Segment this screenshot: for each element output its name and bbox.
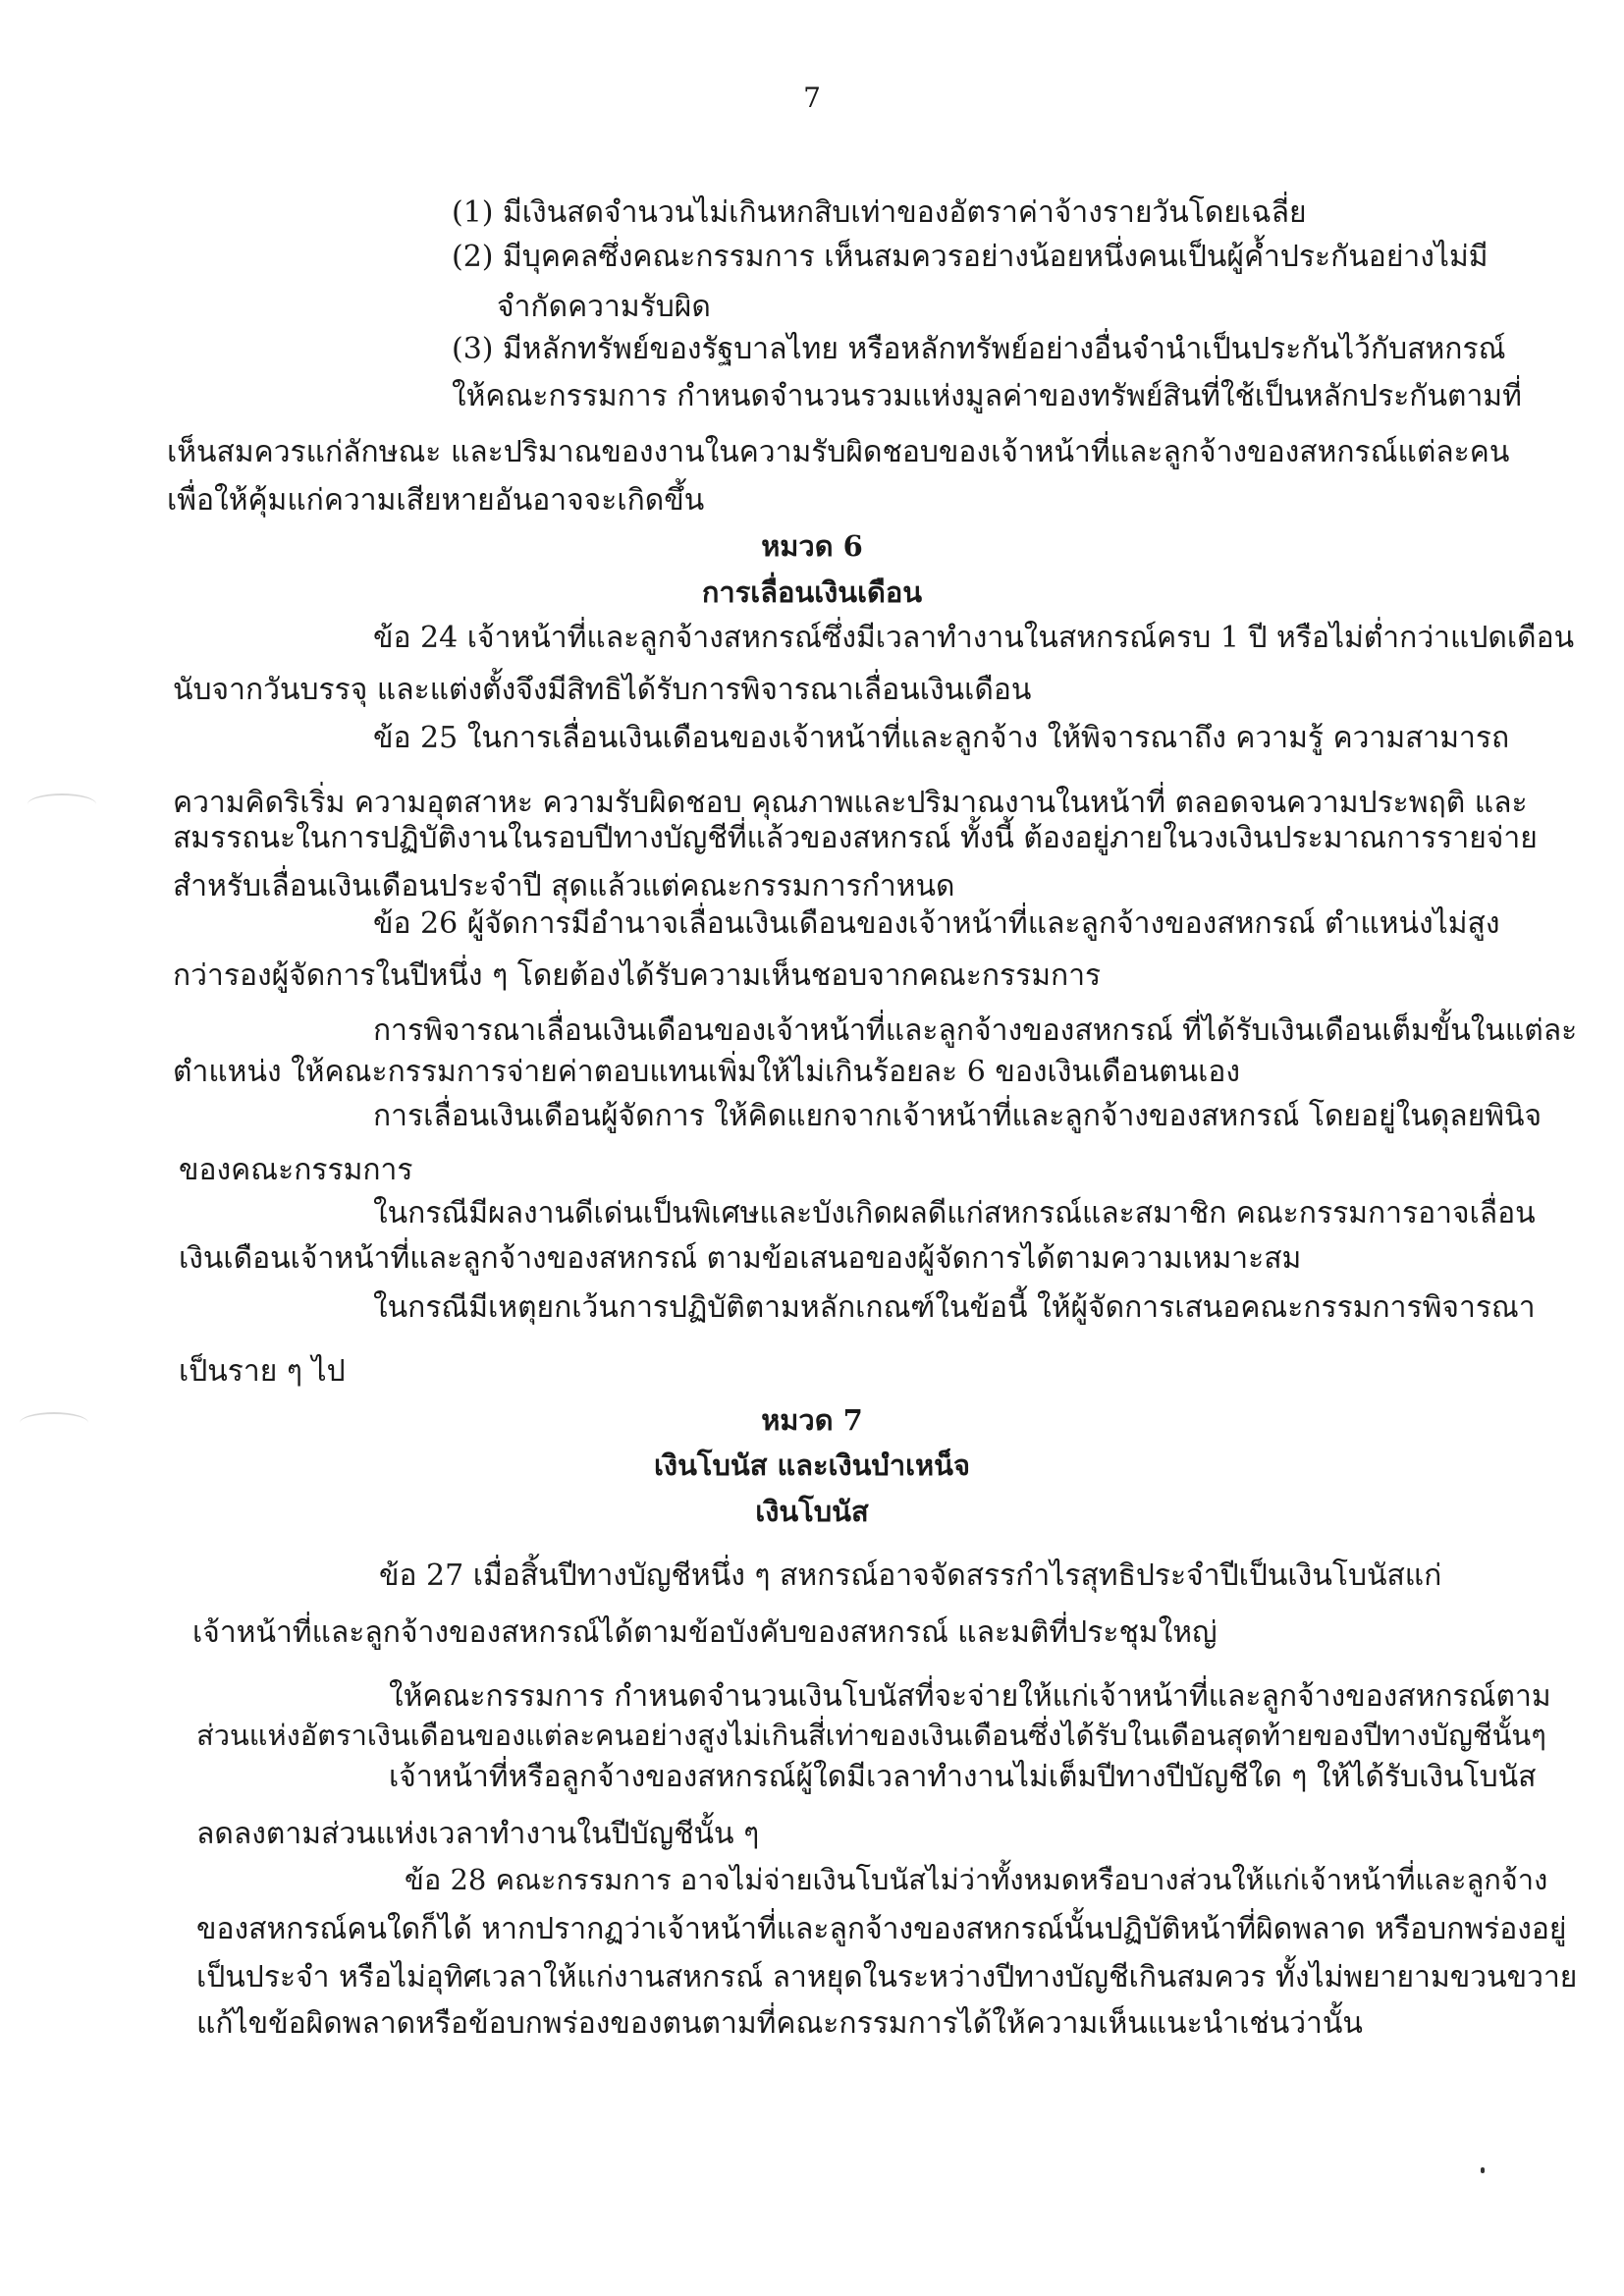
text-line: ในกรณีมีเหตุยกเว้นการปฏิบัติตามหลักเกณฑ์ในข้อนี้ ให้ผู้จัดการเสนอคณะกรรมการพิจารณา xyxy=(373,1290,1536,1325)
text-line: ข้อ 24 เจ้าหน้าที่และลูกจ้างสหกรณ์ซึ่งมีเวลาทำงานในสหกรณ์ครบ 1 ปี หรือไม่ต่ำกว่าแปดเดือน xyxy=(373,621,1575,655)
text-line: ให้คณะกรรมการ กำหนดจำนวนเงินโบนัสที่จะจ่ายให้แก่เจ้าหน้าที่และลูกจ้างของสหกรณ์ตาม xyxy=(389,1679,1551,1714)
text-line: การเลื่อนเงินเดือนผู้จัดการ ให้คิดแยกจากเจ้าหน้าที่และลูกจ้างของสหกรณ์ โดยอยู่ในดุลยพินิจ xyxy=(373,1099,1543,1133)
text-line: (1) มีเงินสดจำนวนไม่เกินหกสิบเท่าของอัตราค่าจ้างรายวันโดยเฉลี่ย xyxy=(452,195,1307,230)
text-line: เป็นราย ๆ ไป xyxy=(179,1354,346,1389)
chapter-heading: หมวด 6 xyxy=(761,529,863,563)
text-line: จำกัดความรับผิด xyxy=(497,290,711,324)
text-line: ให้คณะกรรมการ กำหนดจำนวนรวมแห่งมูลค่าของทรัพย์สินที่ใช้เป็นหลักประกันตามที่ xyxy=(452,379,1522,413)
text-line: (2) มีบุคคลซึ่งคณะกรรมการ เห็นสมควรอย่างน้อยหนึ่งคนเป็นผู้ค้ำประกันอย่างไม่มี xyxy=(452,240,1489,274)
text-line: ข้อ 28 คณะกรรมการ อาจไม่จ่ายเงินโบนัสไม่ว่าทั้งหมดหรือบางส่วนให้แก่เจ้าหน้าที่และลูกจ้าง xyxy=(405,1863,1548,1896)
text-line: นับจากวันบรรจุ และแต่งตั้งจึงมีสิทธิได้รับการพิจารณาเลื่อนเงินเดือน xyxy=(173,673,1032,707)
text-line: ข้อ 26 ผู้จัดการมีอำนาจเลื่อนเงินเดือนของเจ้าหน้าที่และลูกจ้างของสหกรณ์ ตำแหน่งไม่สูง xyxy=(373,906,1500,941)
text-line: เห็นสมควรแก่ลักษณะ และปริมาณของงานในความรับผิดชอบของเจ้าหน้าที่และลูกจ้างของสหกรณ์แต่ละคน xyxy=(167,435,1510,469)
chapter-heading: หมวด 7 xyxy=(761,1403,863,1437)
text-line: (3) มีหลักทรัพย์ของรัฐบาลไทย หรือหลักทรัพย์อย่างอื่นจำนำเป็นประกันไว้กับสหกรณ์ xyxy=(452,332,1506,366)
text-line: ข้อ 27 เมื่อสิ้นปีทางบัญชีหนึ่ง ๆ สหกรณ์อาจจัดสรรกำไรสุทธิประจำปีเป็นเงินโบนัสแก่ xyxy=(379,1558,1442,1593)
scan-mark xyxy=(27,793,96,815)
text-line: ในกรณีมีผลงานดีเด่นเป็นพิเศษและบังเกิดผลดีแก่สหกรณ์และสมาชิก คณะกรรมการอาจเลื่อน xyxy=(373,1196,1536,1230)
section-title: เงินโบนัส xyxy=(755,1495,869,1528)
text-line: ส่วนแห่งอัตราเงินเดือนของแต่ละคนอย่างสูงไม่เกินสี่เท่าของเงินเดือนซึ่งได้รับในเดือนสุดท้ายของปีทางบัญชีนั้นๆ xyxy=(196,1719,1546,1752)
scan-mark xyxy=(20,1412,88,1434)
text-line: ของคณะกรรมการ xyxy=(179,1153,413,1187)
text-line: ของสหกรณ์คนใดก็ได้ หากปรากฏว่าเจ้าหน้าที่และลูกจ้างของสหกรณ์นั้นปฏิบัติหน้าที่ผิดพลาด หรือบกพร่องอยู่ xyxy=(196,1912,1567,1946)
text-line: สำหรับเลื่อนเงินเดือนประจำปี สุดแล้วแต่คณะกรรมการกำหนด xyxy=(173,869,955,903)
text-line: เจ้าหน้าที่และลูกจ้างของสหกรณ์ได้ตามข้อบังคับของสหกรณ์ และมติที่ประชุมใหญ่ xyxy=(192,1615,1218,1650)
text-line: เป็นประจำ หรือไม่อุทิศเวลาให้แก่งานสหกรณ์ ลาหยุดในระหว่างปีทางบัญชีเกินสมควร ทั้งไม่พยายามขวนขวาย xyxy=(196,1960,1578,1995)
page-number: 7 xyxy=(803,82,821,114)
scan-speck xyxy=(1481,2167,1485,2173)
text-line: กว่ารองผู้จัดการในปีหนึ่ง ๆ โดยต้องได้รับความเห็นชอบจากคณะกรรมการ xyxy=(173,958,1102,993)
text-line: การพิจารณาเลื่อนเงินเดือนของเจ้าหน้าที่และลูกจ้างของสหกรณ์ ที่ได้รับเงินเดือนเต็มขั้นในแต่ละ xyxy=(373,1013,1578,1048)
text-line: ลดลงตามส่วนแห่งเวลาทำงานในปีบัญชีนั้น ๆ xyxy=(196,1817,760,1851)
text-line: เพื่อให้คุ้มแก่ความเสียหายอันอาจจะเกิดขึ้น xyxy=(167,483,705,518)
chapter-title: เงินโบนัส และเงินบำเหน็จ xyxy=(654,1449,970,1482)
text-line: เจ้าหน้าที่หรือลูกจ้างของสหกรณ์ผู้ใดมีเวลาทำงานไม่เต็มปีทางปีบัญชีใด ๆ ให้ได้รับเงินโบนัส xyxy=(389,1760,1537,1794)
chapter-title: การเลื่อนเงินเดือน xyxy=(701,575,923,609)
text-line: แก้ไขข้อผิดพลาดหรือข้อบกพร่องของตนตามที่คณะกรรมการได้ให้ความเห็นแนะนำเช่นว่านั้น xyxy=(196,2006,1363,2041)
text-line: ความคิดริเริ่ม ความอุตสาหะ ความรับผิดชอบ คุณภาพและปริมาณงานในหน้าที่ ตลอดจนความประพฤติ และ xyxy=(173,786,1528,820)
text-line: ข้อ 25 ในการเลื่อนเงินเดือนของเจ้าหน้าที่และลูกจ้าง ให้พิจารณาถึง ความรู้ ความสามารถ xyxy=(373,721,1510,755)
text-line: ตำแหน่ง ให้คณะกรรมการจ่ายค่าตอบแทนเพิ่มให้ไม่เกินร้อยละ 6 ของเงินเดือนตนเอง xyxy=(173,1055,1241,1089)
text-line: เงินเดือนเจ้าหน้าที่และลูกจ้างของสหกรณ์ ตามข้อเสนอของผู้จัดการได้ตามความเหมาะสม xyxy=(179,1241,1302,1276)
text-line: สมรรถนะในการปฏิบัติงานในรอบปีทางบัญชีที่แล้วของสหกรณ์ ทั้งนี้ ต้องอยู่ภายในวงเงินประมาณการรายจ่าย xyxy=(173,821,1538,855)
